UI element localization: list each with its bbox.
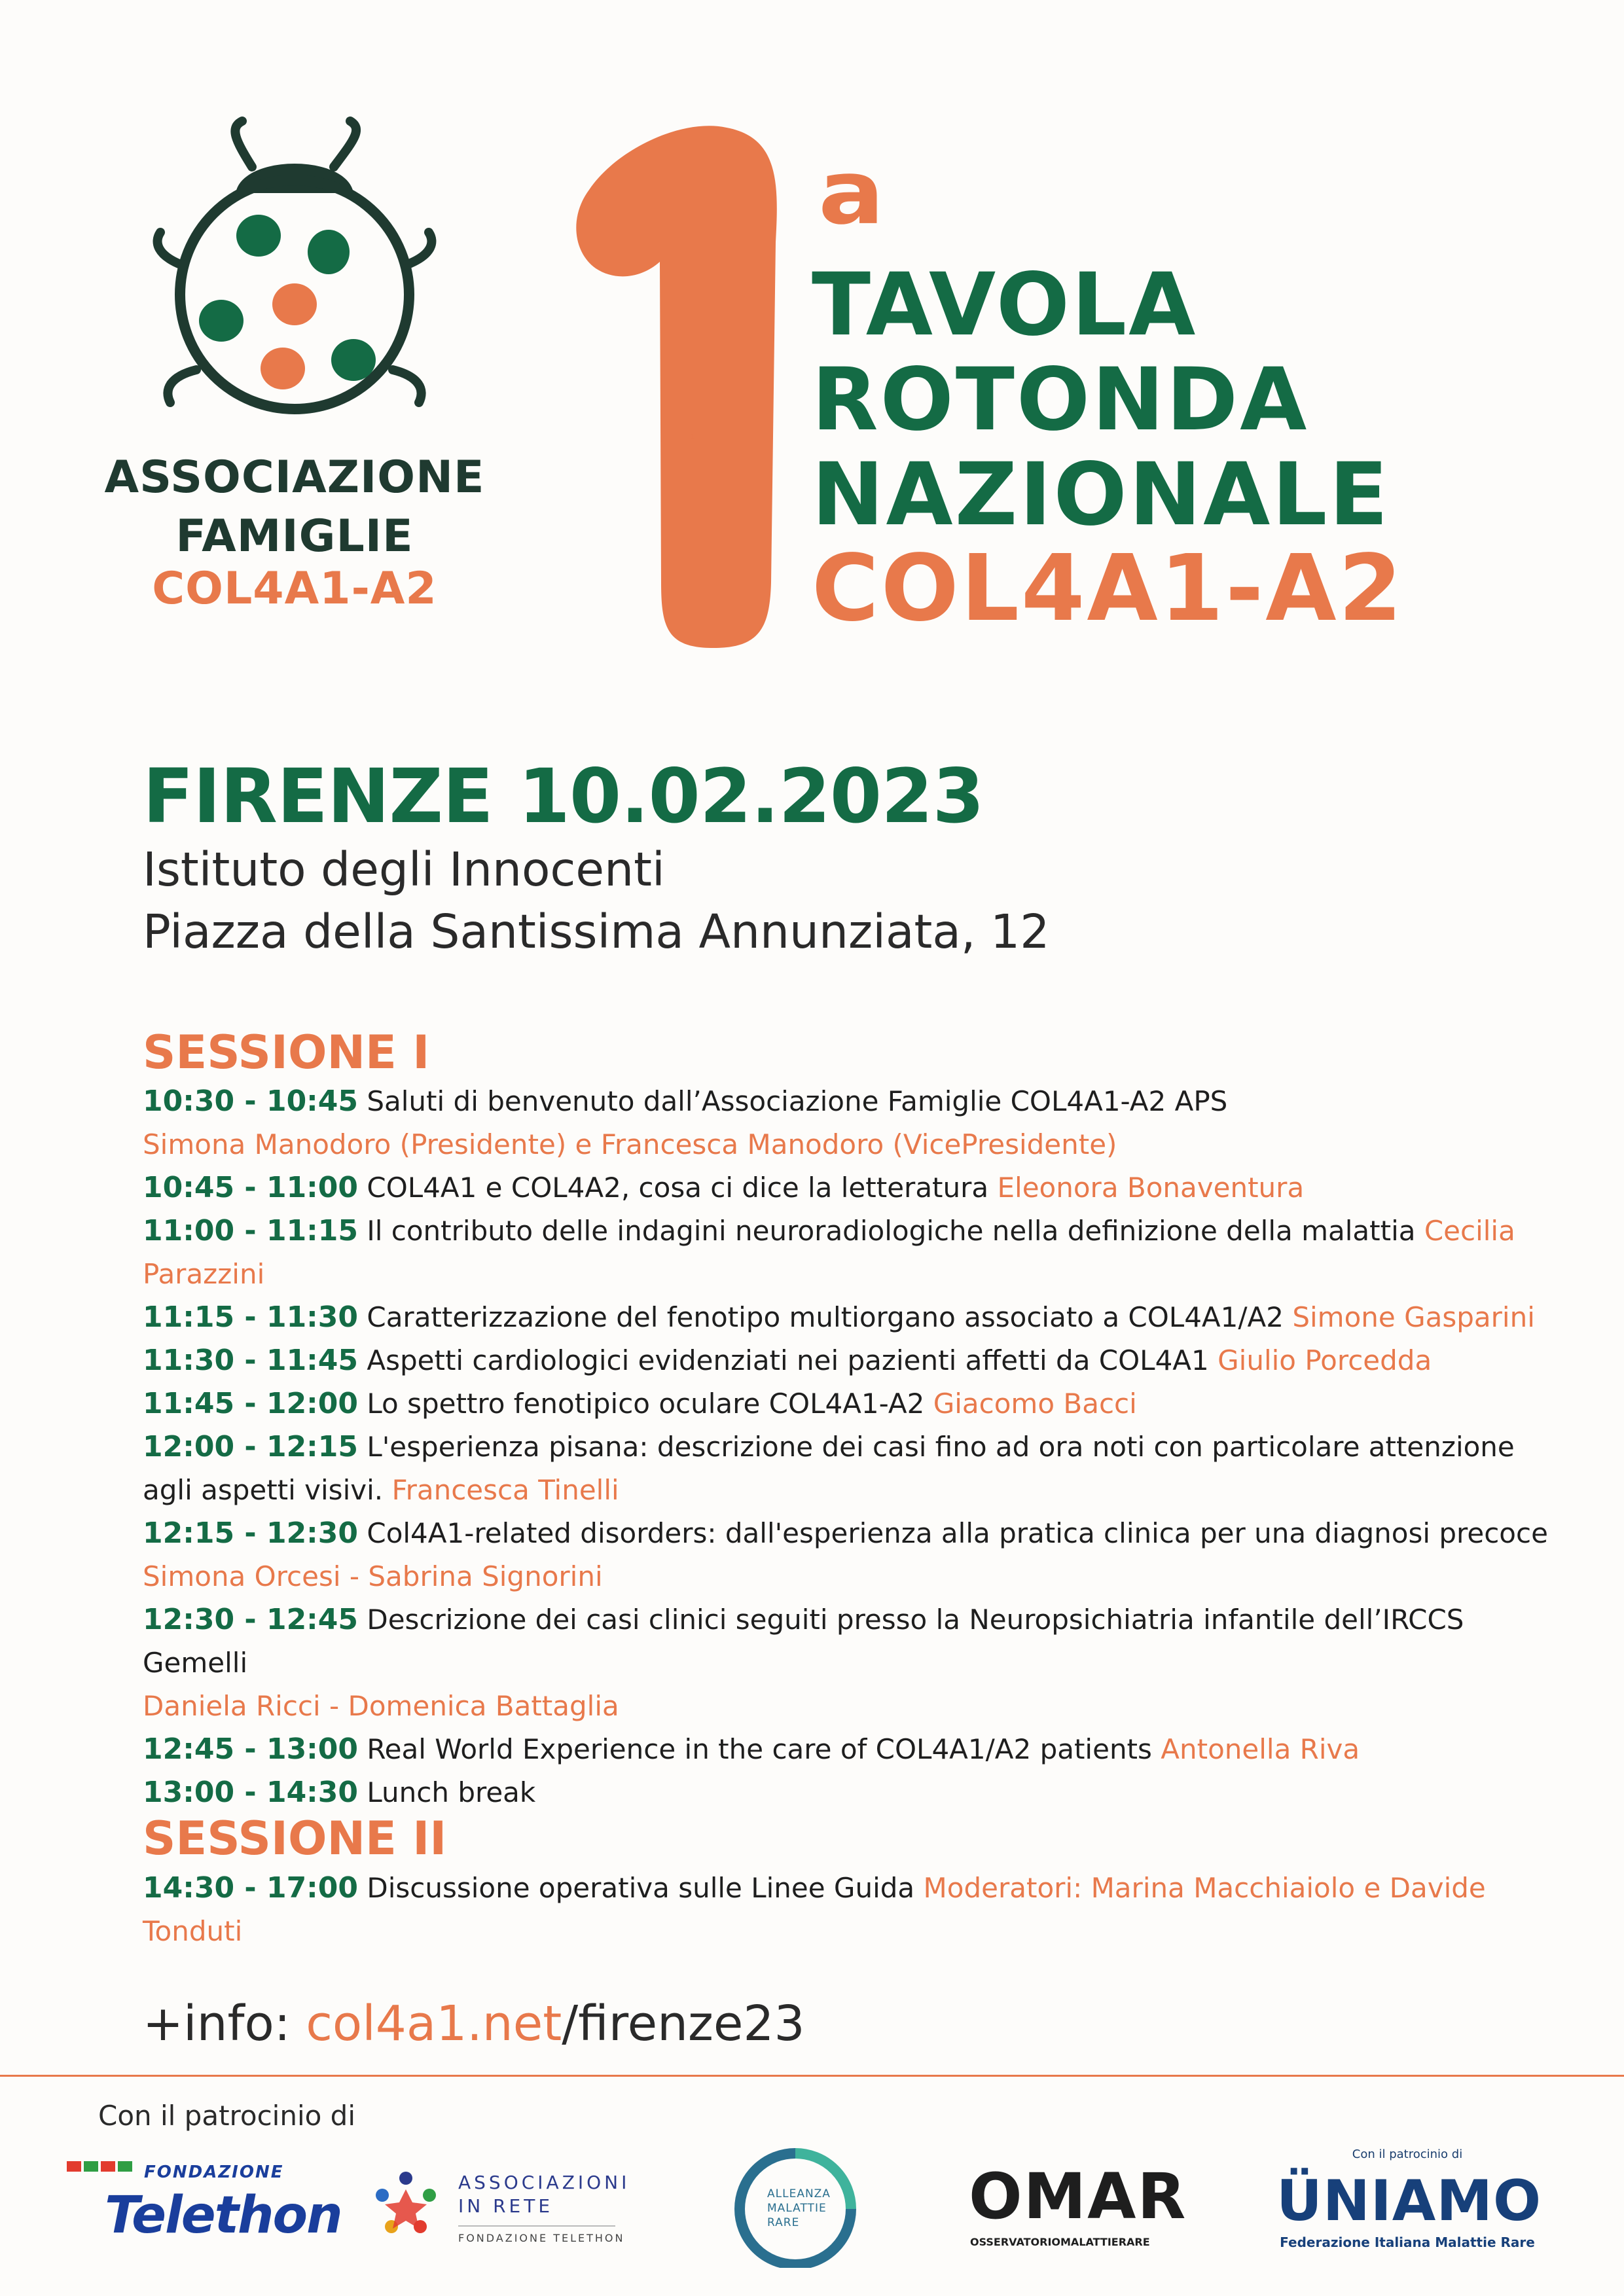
program-row xyxy=(143,1382,1570,1426)
telethon-name: Telethon xyxy=(105,2186,342,2245)
venue-name: Istituto degli Innocenti xyxy=(143,842,665,897)
title-line2: ROTONDA xyxy=(812,350,1309,450)
program-talk: Il contributo delle indagini neuroradiologiche nella definizione della malattia xyxy=(358,1215,1424,1247)
program-row xyxy=(143,1210,1570,1296)
program-row xyxy=(143,1598,1570,1728)
program-speaker: Cecilia Parazzini xyxy=(143,1215,1515,1290)
program-time: 12:45 - 13:00 xyxy=(143,1732,359,1766)
uniamo-subtitle: Federazione Italiana Malattie Rare xyxy=(1280,2234,1535,2250)
program-talk: Discussione operativa sulle Linee Guida xyxy=(358,1872,924,1904)
program-time: 11:00 - 11:15 xyxy=(143,1214,359,1247)
program-talk: Aspetti cardiologici evidenziati nei pazienti affetti da COL4A1 xyxy=(358,1344,1218,1376)
program-talk: Descrizione dei casi clinici seguiti presso la Neuropsichiatria infantile dell’IRCCS Gemelli xyxy=(143,1604,1464,1679)
alleanza-malattie-rare-logo xyxy=(727,2144,864,2268)
omar-logo xyxy=(969,2160,1191,2265)
uniamo-word: ÜNIAMO xyxy=(1276,2168,1542,2234)
program-row xyxy=(143,1867,1570,1953)
program-talk: Col4A1-related disorders: dall'esperienza alla pratica clinica per una diagnosi precoce xyxy=(358,1517,1548,1549)
info-prefix: +info: xyxy=(143,1996,306,2052)
program-speaker: Moderatori: Marina Macchiaiolo e Davide Tonduti xyxy=(143,1872,1486,1947)
title-line1: TAVOLA xyxy=(812,255,1198,355)
program-row xyxy=(143,1166,1570,1210)
program-speaker: Giacomo Bacci xyxy=(933,1388,1137,1420)
info-line xyxy=(143,1996,805,2052)
program-speaker: Simone Gasparini xyxy=(1292,1301,1535,1333)
program-time: 12:15 - 12:30 xyxy=(143,1516,359,1550)
air-line2: IN RETE xyxy=(458,2195,554,2217)
program-speaker: Daniela Ricci - Domenica Battaglia xyxy=(143,1690,619,1722)
people-star-icon xyxy=(367,2166,445,2245)
city-date-heading: FIRENZE 10.02.2023 xyxy=(143,753,984,840)
telethon-logo xyxy=(65,2159,342,2263)
program-talk: L'esperienza pisana: descrizione dei casi fino ad ora noti con particolare attenzione agli aspetti visivi. xyxy=(143,1431,1515,1506)
program-row xyxy=(143,1339,1570,1382)
amr-line3: RARE xyxy=(767,2216,800,2229)
session2-heading: SESSIONE II xyxy=(143,1812,447,1865)
amr-line1: ALLEANZA xyxy=(767,2187,831,2200)
logo-name-line3: COL4A1-A2 xyxy=(152,563,437,615)
program-talk: Real World Experience in the care of COL4A1/A2 patients xyxy=(358,1733,1161,1765)
big-number-one-text: 1 xyxy=(691,433,695,440)
ladybug-logo-icon xyxy=(137,115,452,422)
program-row xyxy=(143,1426,1570,1512)
uniamo-patronage-label: Con il patrocinio di xyxy=(1352,2147,1463,2161)
big-number-one xyxy=(563,111,818,655)
program-time: 14:30 - 17:00 xyxy=(143,1871,359,1905)
patronage-label: Con il patrocinio di xyxy=(98,2100,356,2132)
program-time: 11:30 - 11:45 xyxy=(143,1344,359,1377)
info-domain-link[interactable]: col4a1.net xyxy=(306,1996,562,2052)
program-talk: Caratterizzazione del fenotipo multiorgano associato a COL4A1/A2 xyxy=(358,1301,1293,1333)
program-time: 11:15 - 11:30 xyxy=(143,1300,359,1334)
telethon-flags-icon xyxy=(65,2159,144,2185)
program-speaker: Giulio Porcedda xyxy=(1218,1344,1432,1376)
logo-name-line2: FAMIGLIE xyxy=(175,511,414,562)
program-speaker: Simona Manodoro (Presidente) e Francesca Manodoro (VicePresidente) xyxy=(143,1128,1117,1160)
omar-subtitle: OSSERVATORIOMALATTIERARE xyxy=(970,2236,1150,2248)
venue-address: Piazza della Santissima Annunziata, 12 xyxy=(143,905,1050,959)
air-rule xyxy=(458,2225,615,2227)
air-line3: FONDAZIONE TELETHON xyxy=(458,2232,625,2244)
program-time: 13:00 - 14:30 xyxy=(143,1776,359,1809)
title-line4: COL4A1-A2 xyxy=(812,535,1405,642)
program-talk: Lunch break xyxy=(358,1776,536,1808)
program-talk: Saluti di benvenuto dall’Associazione Famiglie COL4A1-A2 APS xyxy=(358,1085,1228,1117)
program-speaker: Francesca Tinelli xyxy=(391,1474,619,1506)
amr-text xyxy=(767,2187,831,2230)
associazioni-in-rete-logo xyxy=(367,2166,641,2265)
omar-word: OMAR xyxy=(969,2160,1187,2233)
program-talk: Lo spettro fenotipico oculare COL4A1-A2 xyxy=(358,1388,933,1420)
logo-name-line1: ASSOCIAZIONE xyxy=(104,452,485,503)
footer-divider xyxy=(0,2075,1624,2077)
telethon-foundation-label: FONDAZIONE xyxy=(144,2162,284,2182)
program-time: 12:00 - 12:15 xyxy=(143,1430,359,1463)
session1-heading: SESSIONE I xyxy=(143,1026,430,1079)
program-time: 10:45 - 11:00 xyxy=(143,1171,359,1204)
program-row xyxy=(143,1296,1570,1339)
uniamo-logo xyxy=(1276,2144,1542,2268)
program-time: 11:45 - 12:00 xyxy=(143,1387,359,1420)
program-speaker: Eleonora Bonaventura xyxy=(997,1172,1305,1204)
title-line3: NAZIONALE xyxy=(812,444,1390,545)
info-path: /firenze23 xyxy=(562,1996,805,2052)
session2-program xyxy=(143,1867,1570,1953)
program-row xyxy=(143,1080,1570,1166)
program-talk: COL4A1 e COL4A2, cosa ci dice la letteratura xyxy=(358,1172,998,1204)
air-line1: ASSOCIAZIONI xyxy=(458,2172,630,2193)
program-row xyxy=(143,1512,1570,1598)
program-time: 10:30 - 10:45 xyxy=(143,1085,359,1118)
program-row xyxy=(143,1771,1570,1814)
program-row xyxy=(143,1728,1570,1771)
program-time: 12:30 - 12:45 xyxy=(143,1603,359,1636)
program-speaker: Antonella Riva xyxy=(1161,1733,1360,1765)
amr-line2: MALATTIE xyxy=(767,2202,827,2215)
program-speaker: Simona Orcesi - Sabrina Signorini xyxy=(143,1560,603,1592)
ordinal-suffix: a xyxy=(818,141,885,245)
session1-program xyxy=(143,1080,1570,1814)
